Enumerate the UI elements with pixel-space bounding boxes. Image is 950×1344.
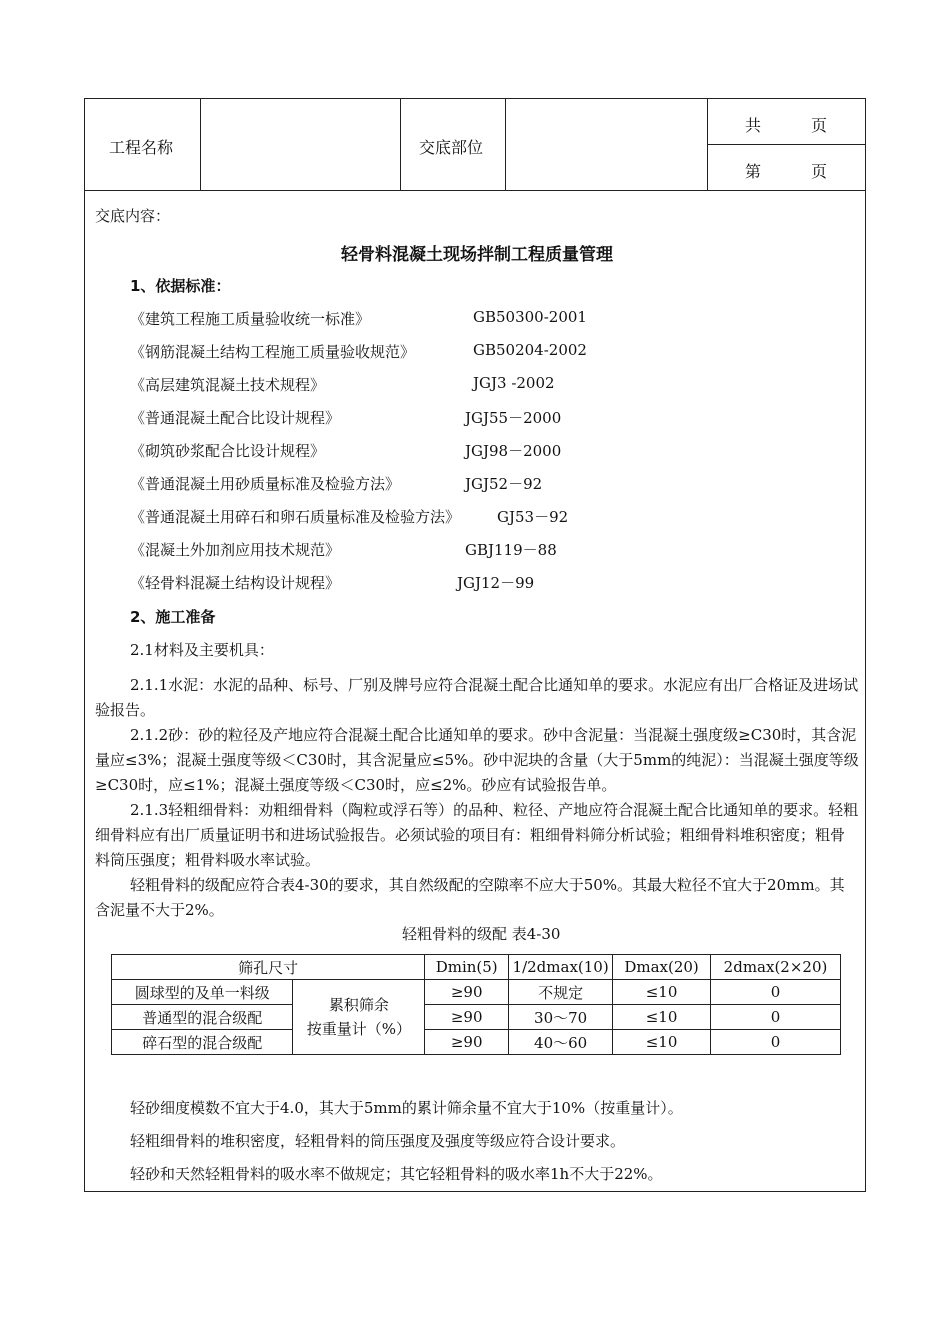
content-label: 交底内容： (95, 207, 171, 225)
paragraph-cement: 2.1.1水泥：水泥的品种、标号、厂别及牌号应符合混凝土配合比通知单的要求。水泥应有出厂合格证及进场试验报告。 (95, 676, 859, 719)
merged-label-line: 累积筛余 (328, 996, 389, 1014)
document-title: 轻骨料混凝土现场拌制工程质量管理 (341, 245, 613, 265)
table-cell: 30～70 (509, 1005, 613, 1030)
standard-name: 《混凝土外加剂应用技术规范》 (130, 541, 341, 559)
standard-name: 《建筑工程施工质量验收统一标准》 (130, 310, 371, 328)
divider (707, 99, 708, 191)
paragraph-sand: 2.1.2砂：砂的粒径及产地应符合混凝土配合比通知单的要求。砂中含泥量：当混凝土强度级≥C30时，其含泥量应≤3%；混凝土强度等级＜C30时，其含泥量应≤5%。砂中泥块的含量（大于5mm的纯泥）：当混凝土强度等级≥C30时，应≤1%；混凝土强度等级＜C30时，应≤2%。砂应有试验报告单。 (95, 726, 859, 794)
table-cell: 0 (711, 980, 841, 1005)
table-cell: 0 (711, 1005, 841, 1030)
standard-code: JGJ12－99 (457, 574, 535, 592)
table-header: Dmin(5) (425, 955, 509, 980)
table-cell: 圆球型的及单一料级 (112, 980, 293, 1005)
note-line: 轻砂和天然轻粗骨料的吸水率不做规定；其它轻粗骨料的吸水率1h不大于22%。 (130, 1165, 663, 1183)
standard-name: 《普通混凝土配合比设计规程》 (130, 409, 341, 427)
project-name-label: 工程名称 (109, 138, 174, 157)
table-row (112, 980, 841, 1005)
note-line: 轻粗细骨料的堆积密度，轻粗骨料的筒压强度及强度等级应符合设计要求。 (130, 1132, 626, 1150)
table-cell: ≥90 (425, 980, 509, 1005)
standard-name: 《普通混凝土用碎石和卵石质量标准及检验方法》 (130, 508, 461, 526)
standard-code: GB50300-2001 (473, 308, 587, 326)
merged-label-cell (293, 980, 425, 1055)
total-pages-label: 共 (745, 116, 762, 135)
paragraph-aggregate: 2.1.3轻粗细骨料：劝粗细骨料（陶粒或浮石等）的品种、粒径、产地应符合混凝土配合比通知单的要求。轻粗细骨料应有出厂质量证明书和进场试验报告。必须试验的项目有：粗细骨料筛分析试验；粗细骨料堆积密度；粗骨料筒压强度；粗骨料吸水率试验。 (95, 801, 859, 869)
standard-name: 《钢筋混凝土结构工程施工质量验收规范》 (130, 343, 416, 361)
standard-code: GB50204-2002 (473, 341, 587, 359)
standard-code: JGJ52－92 (465, 475, 543, 493)
table-cell: ≥90 (425, 1005, 509, 1030)
standard-code: JGJ55－2000 (465, 409, 562, 427)
merged-label-line: 按重量计（%） (306, 1020, 411, 1038)
form-header (85, 99, 865, 191)
divider (400, 99, 401, 191)
table-cell: ≥90 (425, 1030, 509, 1055)
table-cell: 普通型的混合级配 (112, 1005, 293, 1030)
page-number-unit: 页 (811, 162, 828, 181)
paragraph-grading: 轻粗骨料的级配应符合表4-30的要求，其自然级配的空隙率不应大于50%。其最大粒径不宜大于20mm。其含泥量不大于2%。 (95, 876, 845, 919)
table-cell: ≤10 (613, 1005, 711, 1030)
table-header: 2dmax(2×20) (711, 955, 841, 980)
table-cell: 不规定 (509, 980, 613, 1005)
standard-code: GBJ119－88 (465, 541, 557, 559)
table-row (112, 1030, 841, 1055)
table-header-row (112, 955, 841, 980)
handover-form (84, 98, 866, 1192)
standard-code: JGJ3 -2002 (473, 374, 555, 392)
handover-part-label: 交底部位 (419, 138, 484, 157)
table-cell: 40～60 (509, 1030, 613, 1055)
total-pages-unit: 页 (811, 116, 828, 135)
table-header: 筛孔尺寸 (112, 955, 425, 980)
table-cell: ≤10 (613, 1030, 711, 1055)
standard-name: 《高层建筑混凝土技术规程》 (130, 376, 326, 394)
note-line: 轻砂细度模数不宜大于4.0，其大于5mm的累计筛余量不宜大于10%（按重量计）。 (130, 1099, 683, 1117)
standard-name: 《砌筑砂浆配合比设计规程》 (130, 442, 326, 460)
table-header: 1/2dmax(10) (509, 955, 613, 980)
grading-table (111, 954, 841, 1055)
standard-name: 《轻骨料混凝土结构设计规程》 (130, 574, 341, 592)
table-row (112, 1005, 841, 1030)
table-header: Dmax(20) (613, 955, 711, 980)
table-cell: 0 (711, 1030, 841, 1055)
table-caption: 轻粗骨料的级配 表4-30 (402, 925, 561, 943)
page-number-label: 第 (745, 162, 762, 181)
sub-heading: 2.1材料及主要机具： (130, 641, 274, 659)
table-cell: 碎石型的混合级配 (112, 1030, 293, 1055)
table-cell: ≤10 (613, 980, 711, 1005)
divider (707, 144, 865, 145)
standard-code: JGJ98－2000 (465, 442, 562, 460)
divider (200, 99, 201, 191)
section-heading: 2、施工准备 (130, 608, 216, 626)
section-heading: 1、依据标准： (130, 277, 231, 295)
standard-name: 《普通混凝土用砂质量标准及检验方法》 (130, 475, 401, 493)
standard-code: GJ53－92 (497, 508, 569, 526)
divider (505, 99, 506, 191)
